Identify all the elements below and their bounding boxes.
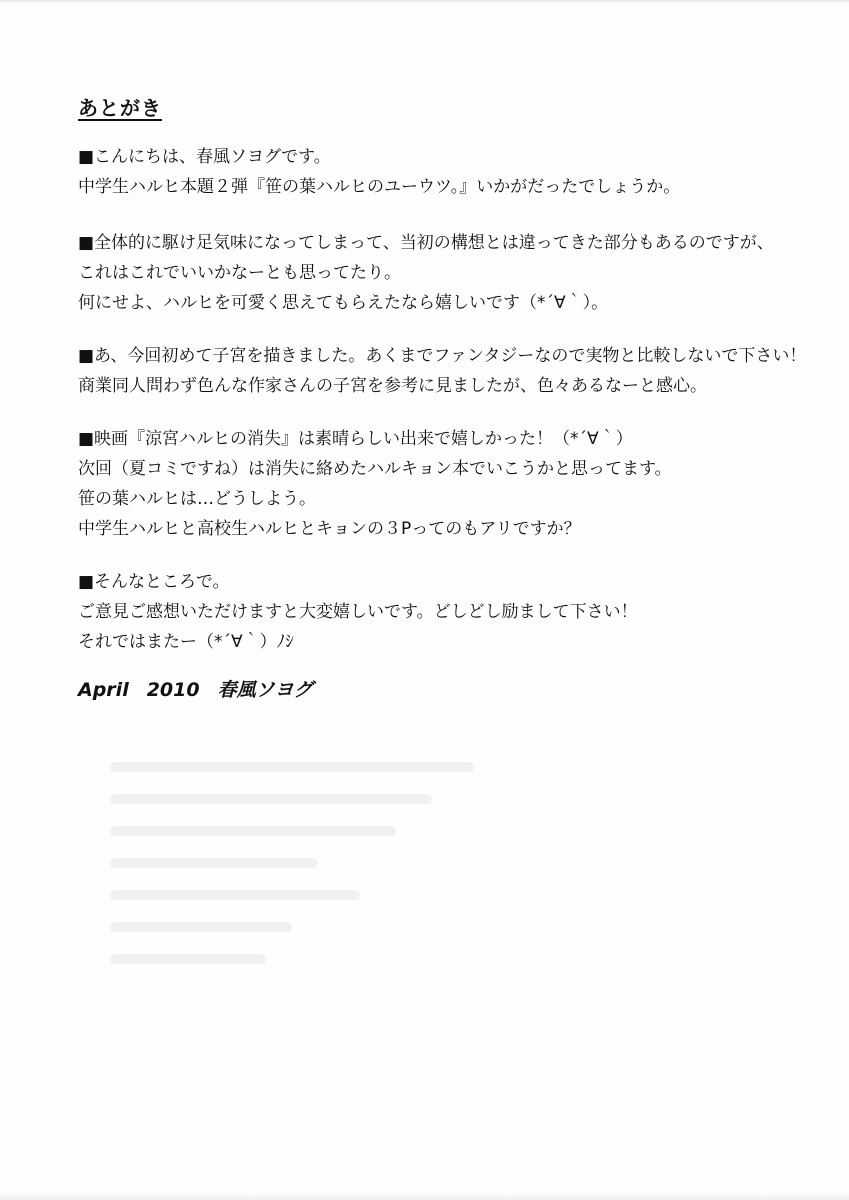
signature-year: 2010 [146, 679, 200, 701]
text-line: 中学生ハルヒと高校生ハルヒとキョンの３Pってのもアリですか？ [78, 519, 581, 539]
signature-month: April [78, 679, 129, 701]
show-through-texture [110, 740, 630, 1060]
text-line: ご意見ご感想いただけますと大変嬉しいです。どしどし励まして下さい！ [78, 602, 638, 622]
text-line: 商業同人問わず色んな作家さんの子宮を参考に見ましたが、色々あるなーと感心。 [78, 376, 707, 396]
text-line: 次回（夏コミですね）は消失に絡めたハルキョン本でいこうかと思ってます。 [78, 459, 672, 479]
text-line: ■こんにちは、春風ソヨグです。 [78, 147, 331, 167]
text-line: ■全体的に駆け足気味になってしまって、当初の構想とは違ってきた部分もあるのですが、 [78, 233, 774, 253]
page-bottom-edge [0, 1192, 849, 1200]
paragraph-next-plans [78, 424, 672, 544]
paragraph-notes [78, 341, 806, 401]
signature [78, 675, 331, 702]
signature-author: 春風ソヨグ [217, 679, 313, 701]
text-line: ■あ、今回初めて子宮を描きました。あくまでファンタジーなので実物と比較しないで下さい！ [78, 346, 807, 366]
paragraph-closing [78, 567, 638, 657]
text-line: 中学生ハルヒ本題２弾『笹の葉ハルヒのユーウツ。』いかがだったでしょうか。 [78, 177, 681, 197]
text-line: それではまたー（*´∀｀）ﾉｼ [78, 632, 294, 652]
text-line: 何にせよ、ハルヒを可愛く思えてもらえたなら嬉しいです（*´∀｀）。 [78, 293, 609, 313]
paragraph-reflection [78, 228, 774, 318]
afterword-heading: あとがき [78, 96, 162, 120]
page-top-edge [0, 0, 849, 4]
text-line: ■映画『涼宮ハルヒの消失』は素晴らしい出来で嬉しかった！（*´∀｀） [78, 429, 633, 449]
paragraph-greeting [78, 142, 680, 202]
text-line: 笹の葉ハルヒは…どうしよう。 [78, 489, 316, 509]
text-line: ■そんなところで。 [78, 572, 230, 592]
text-line: これはこれでいいかなーとも思ってたり。 [78, 263, 401, 283]
